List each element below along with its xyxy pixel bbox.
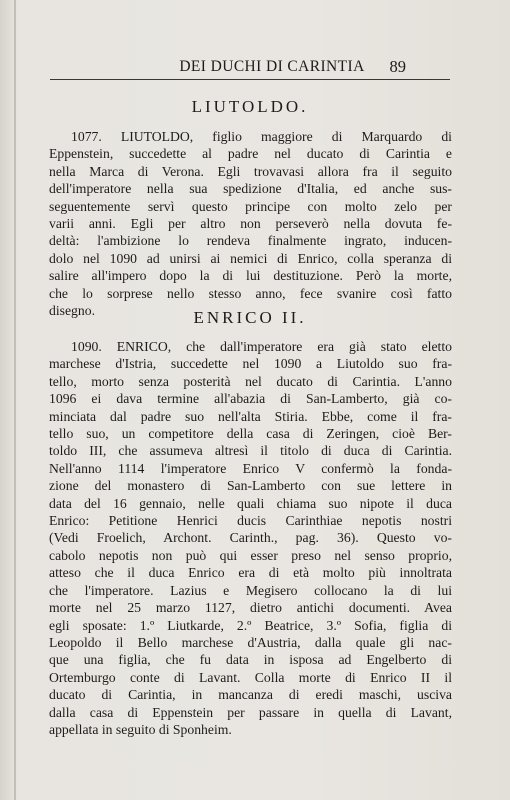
section-heading-enrico-ii: ENRICO II. bbox=[193, 308, 307, 327]
text-line: seguentemente servì questo principe con molto zelo per bbox=[49, 198, 452, 214]
text-line: deltà: l'ambizione lo rendeva finalmente ingrato, inducen- bbox=[49, 233, 452, 249]
text-line: 1090. ENRICO, che dall'imperatore era già stato eletto bbox=[71, 339, 452, 354]
text-line: dalla casa di Eppenstein per passare in quella di Lavant, bbox=[49, 704, 452, 720]
page-gutter bbox=[14, 0, 16, 800]
text-line: data del 16 gennaio, nelle quali chiama suo nipote il duca bbox=[49, 495, 452, 511]
page-number: 89 bbox=[389, 57, 406, 76]
running-header: DEI DUCHI DI CARINTIA bbox=[179, 58, 365, 75]
text-line: morte nel 25 marzo 1127, dietro antichi documenti. Avea bbox=[49, 600, 452, 616]
text-line: ducato di Carintia, in mancanza di eredi maschi, usciva bbox=[49, 687, 452, 703]
text-line: Enrico: Petitione Henrici ducis Carinthiae nepotis nostri bbox=[49, 513, 452, 529]
paragraph-enrico-ii bbox=[49, 338, 452, 738]
text-line: nella Marca di Verona. Egli trovavasi allora fra il seguito bbox=[49, 163, 452, 179]
text-line: zione del monastero di San-Lamberto con sue lettere in bbox=[49, 478, 452, 494]
text-line: dolo nel 1090 ad unirsi ai nemici di Enrico, colla speranza di bbox=[49, 250, 452, 266]
text-line: Leopoldo il Bello marchese d'Austria, dalla quale gli nac- bbox=[49, 634, 452, 650]
text-line: minciata dal padre suo nell'alta Stiria. Ebbe, come il fra- bbox=[49, 408, 452, 424]
text-line: toldo III, che assumeva altresì il titolo di duca di Carintia. bbox=[49, 443, 452, 459]
text-line: 1096 ei dava termine all'abazia di San-Lamberto, già co- bbox=[49, 391, 452, 407]
text-line: que una figlia, che fu data in isposa ad Engelberto di bbox=[49, 652, 452, 668]
text-line: Ortemburgo conte di Lavant. Colla morte di Enrico II il bbox=[49, 669, 452, 685]
text-line: (Vedi Froelich, Archont. Carinth., pag. 36). Questo vo- bbox=[49, 530, 452, 546]
header-rule bbox=[50, 79, 450, 80]
text-line: tello, morto senza posterità nel ducato di Carintia. L'anno bbox=[49, 373, 452, 389]
text-line: appellata in seguito di Sponheim. bbox=[49, 721, 232, 737]
paragraph-liutoldo bbox=[49, 128, 452, 319]
text-line: che l'imperatore. Lazius e Megisero collocano la di lui bbox=[49, 582, 452, 598]
text-line: che lo sorprese nello stesso anno, fece svanire così fatto bbox=[49, 285, 452, 301]
text-line: tello suo, un competitore della casa di Zeringen, cioè Ber- bbox=[49, 426, 452, 442]
text-line: egli sposate: 1.º Liutkarde, 2.º Beatrice, 3.º Sofia, figlia di bbox=[49, 617, 452, 633]
text-line: cabolo nepotis non può qui esser preso nel senso proprio, bbox=[49, 547, 452, 563]
section-heading-liutoldo: LIUTOLDO. bbox=[191, 97, 309, 116]
text-line: varii anni. Egli per altro non perseverò nella dovuta fe- bbox=[49, 216, 452, 232]
text-line: dell'imperatore nella sua spedizione d'Italia, ed anche sus- bbox=[49, 181, 452, 197]
text-line: disegno. bbox=[49, 303, 96, 319]
text-line: Nell'anno 1114 l'imperatore Enrico V confermò la fonda- bbox=[49, 460, 452, 476]
text-line: atteso che il duca Enrico era di età molto più innoltrata bbox=[49, 565, 452, 581]
text-line: Eppenstein, succedette al padre nel ducato di Carintia e bbox=[49, 146, 452, 162]
text-line: salire all'impero dopo la di lui destituzione. Però la morte, bbox=[49, 268, 452, 284]
text-line: marchese d'Istria, succedette nel 1090 a Liutoldo suo fra- bbox=[49, 356, 452, 372]
text-line: 1077. LIUTOLDO, figlio maggiore di Marquardo di bbox=[71, 129, 452, 144]
